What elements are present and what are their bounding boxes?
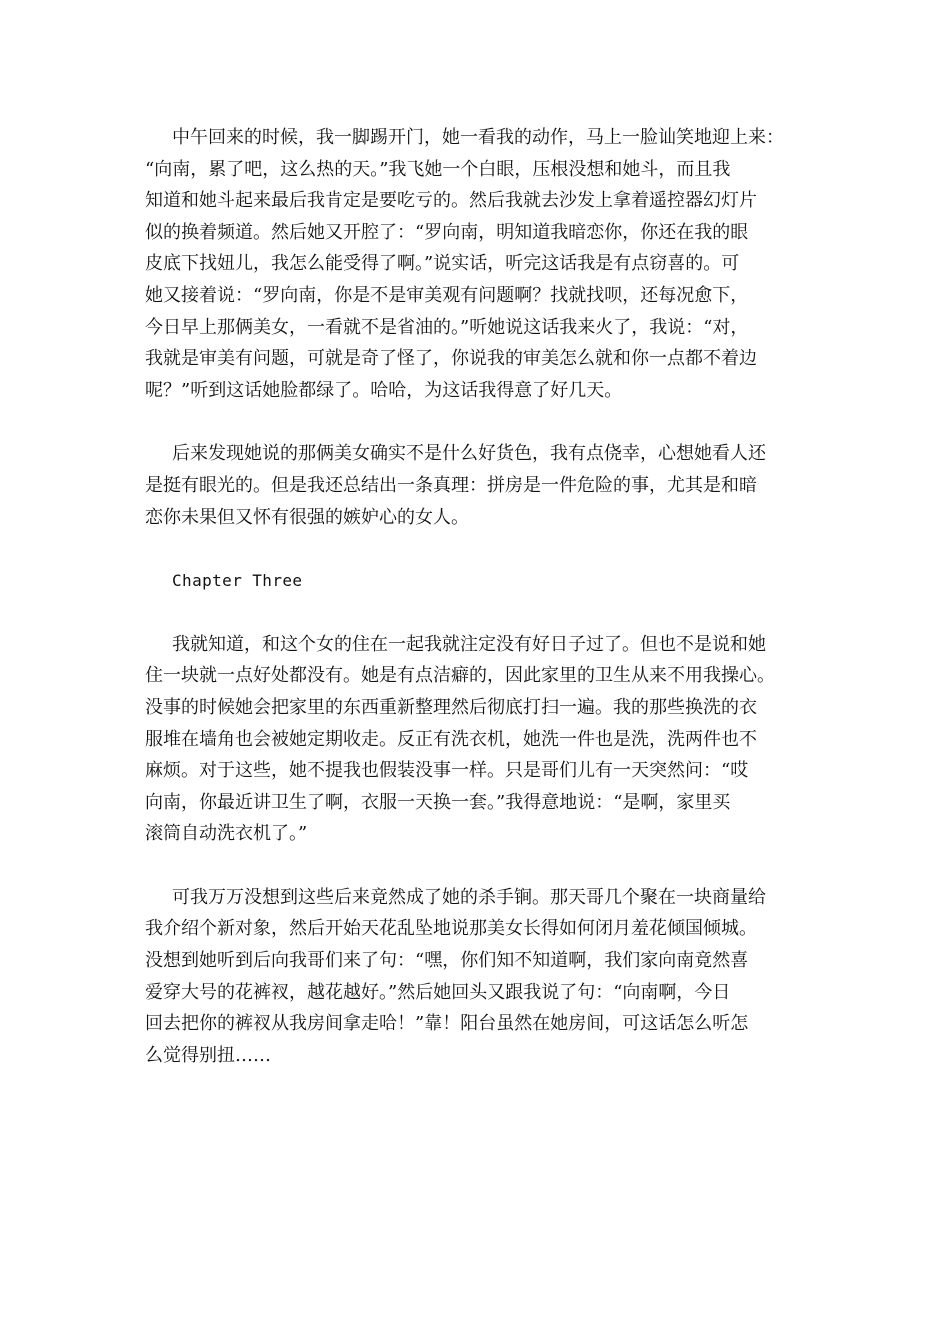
- text-line: 没想到她听到后向我哥们来了句：“嘿，你们知不知道啊，我们家向南竟然喜: [145, 950, 749, 972]
- chapter-heading: Chapter Three: [172, 571, 303, 591]
- paragraph-3: [145, 629, 825, 850]
- document-body: [145, 122, 825, 1103]
- text-line: 她又接着说：“罗向南，你是不是审美观有问题啊？找就找呗，还每况愈下，: [145, 284, 749, 306]
- paragraph-1: [145, 122, 825, 406]
- text-line: 我介绍个新对象，然后开始天花乱坠地说那美女长得如何闭月羞花倾国倾城。: [145, 918, 757, 940]
- text-line: 是挺有眼光的。但是我还总结出一条真理：拼房是一件危险的事，尤其是和暗: [145, 474, 757, 496]
- text-line: 服堆在墙角也会被她定期收走。反正有洗衣机，她洗一件也是洗，洗两件也不: [145, 728, 757, 750]
- text-line: 皮底下找妞儿，我怎么能受得了啊。”说实话，听完这话我是有点窃喜的。可: [145, 253, 740, 275]
- text-line: 恋你未果但又怀有很强的嫉妒心的女人。: [145, 506, 469, 528]
- paragraph-2: [145, 438, 825, 533]
- text-line: 知道和她斗起来最后我肯定是要吃亏的。然后我就去沙发上拿着遥控器幻灯片: [145, 190, 757, 212]
- text-line: 回去把你的裤衩从我房间拿走哈！”靠！阳台虽然在她房间，可这话怎么听怎: [145, 1013, 749, 1035]
- text-line: 麻烦。对于这些，她不提我也假装没事一样。只是哥们儿有一天突然问：“哎: [145, 760, 749, 782]
- text-line: 没事的时候她会把家里的东西重新整理然后彻底打扫一遍。我的那些换洗的衣: [145, 696, 757, 718]
- text-line: 可我万万没想到这些后来竟然成了她的杀手锏。那天哥几个聚在一块商量给: [172, 886, 766, 908]
- text-line: 我就知道，和这个女的住在一起我就注定没有好日子过了。但也不是说和她: [172, 633, 766, 655]
- text-line: 今日早上那俩美女，一看就不是省油的。”听她说这话我来火了，我说：“对，: [145, 316, 749, 338]
- paragraph-4: [145, 882, 825, 1072]
- text-line: 呢？”听到这话她脸都绿了。哈哈，为这话我得意了好几天。: [145, 379, 623, 401]
- text-line: 似的换着频道。然后她又开腔了：“罗向南，明知道我暗恋你，你还在我的眼: [145, 221, 749, 243]
- text-line: “向南，累了吧，这么热的天。”我飞她一个白眼，压根没想和她斗，而且我: [145, 158, 731, 180]
- text-line: 么觉得别扭……: [145, 1044, 271, 1066]
- text-line: 向南，你最近讲卫生了啊，衣服一天换一套。”我得意地说：“是啊，家里买: [145, 791, 731, 813]
- text-line: 滚筒自动洗衣机了。”: [145, 823, 308, 845]
- text-line: 爱穿大号的花裤衩，越花越好。”然后她回头又跟我说了句：“向南啊，今日: [145, 981, 731, 1003]
- text-line: 后来发现她说的那俩美女确实不是什么好货色，我有点侥幸，心想她看人还: [172, 443, 766, 465]
- text-line: 住一块就一点好处都没有。她是有点洁癖的，因此家里的卫生从来不用我操心。: [145, 665, 775, 687]
- text-line: 中午回来的时候，我一脚踢开门，她一看我的动作，马上一脸讪笑地迎上来：: [172, 127, 784, 148]
- text-line: 我就是审美有问题，可就是奇了怪了，你说我的审美怎么就和你一点都不着边: [145, 348, 757, 370]
